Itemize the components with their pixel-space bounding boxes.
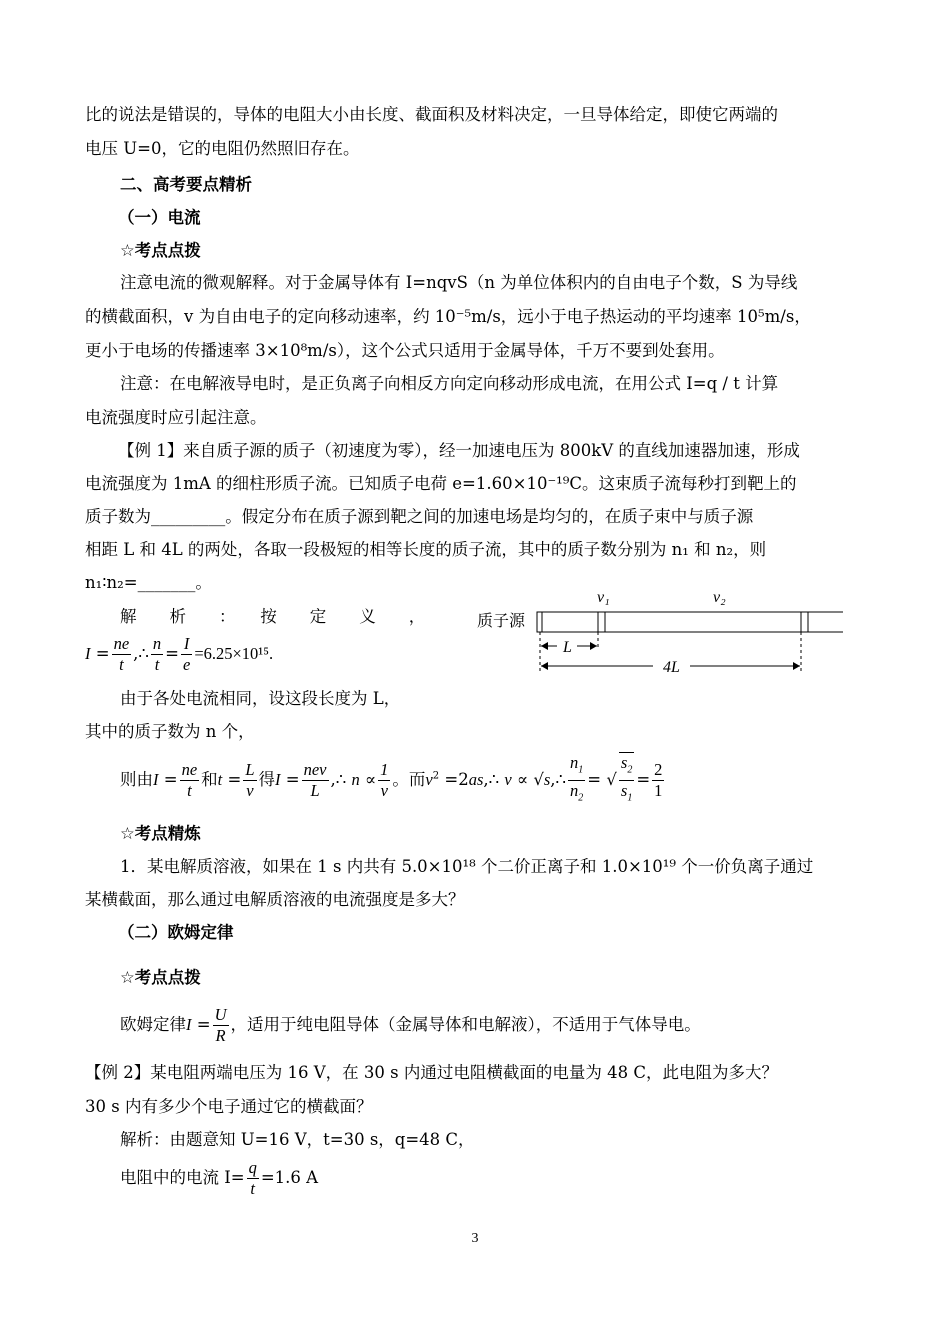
fraction: $\frac{2}{1}$ (654, 759, 663, 800)
figure-label-source: 质子源 (477, 613, 526, 630)
solution-label: 解 析 ： 按 定 义 ， (120, 607, 426, 626)
paragraph-line: 注意电流的微观解释。对于金属导体有 I=nqvS（n 为单位体积内的自由电子个数，S 为导线 (120, 273, 798, 292)
formula-result: =6.25×10¹⁵. (194, 644, 274, 663)
fraction: $\frac{U}{R}$ (214, 1005, 227, 1045)
figure-label-v2: v₂ (713, 589, 726, 606)
subsection-heading: （一）电流 (118, 208, 201, 227)
formula-text: 得 (258, 769, 276, 789)
formula-text: 。而 (392, 769, 426, 789)
fraction: $\frac{s_2}{s_1}$ (620, 753, 633, 804)
formula-derivation: 则由I = $\frac{ne}{t}$ 和t = $\frac{L}{v}$ 得I = $\frac{\text{nev}}{L}$ ,∴ n ∝ $\frac{1}{v}$ 。而$v^2$ =2as,∴ v ∝ √s,∴ $\frac{n_1}{n_2}$ = √ $\frac{s_2}{s_1}$ = $\frac{2}{1}$ (120, 752, 666, 809)
tip-heading: ☆考点点拨 (120, 968, 201, 987)
fraction: $\frac{q}{t}$ (248, 1158, 257, 1198)
example-line: 质子数为_________。假定分布在质子源到靶之间的加速电场是均匀的，在质子束中与质子源 (85, 507, 754, 526)
solution-current-line (120, 1156, 318, 1200)
example-line: 30 s 内有多少个电子通过它的横截面？ (85, 1097, 373, 1116)
paragraph-line: 更小于电场的传播速率 3×10⁸m/s），这个公式只适用于金属导体，千万不要到处套用。 (85, 341, 725, 360)
formula-text: 电阻中的电流 I= (120, 1168, 245, 1187)
fraction: $\frac{n}{t}$ (152, 634, 162, 674)
paragraph-line: 电流强度时应引起注意。 (85, 408, 267, 427)
figure-label-v1: v₁ (597, 589, 610, 606)
question-line: 某横截面，那么通过电解质溶液的电流强度是多大？ (85, 890, 465, 909)
fraction: $\frac{L}{v}$ (245, 759, 255, 800)
example-line: 【例 1】来自质子源的质子（初速度为零），经一加速电压为 800kV 的直线加速器加速，形成 (118, 441, 800, 460)
fraction: $\frac{n_1}{n_2}$ (570, 752, 584, 804)
paragraph-line: 电压 U=0，它的电阻仍然照旧存在。 (85, 139, 360, 158)
figure-label-4L: 4L (663, 659, 680, 675)
tip-heading: ☆考点点拨 (120, 241, 201, 260)
paragraph-line: 的横截面积，v 为自由电子的定向移动速率，约 10⁻⁵m/s，远小于电子热运动的平均速率 10⁵m/s， (85, 307, 811, 326)
example-line: 电流强度为 1mA 的细柱形质子流。已知质子电荷 e=1.60×10⁻¹⁹C。这束质子流每秒打到靶上的 (85, 474, 797, 493)
ohm-law-line: 欧姆定律I = $\frac{U}{R}$ ，适用于纯电阻导体（金属导体和电解液），不适用于气体导电。 (120, 1005, 701, 1045)
formula-text: 和 (201, 769, 218, 789)
example-line: n₁∶n₂=_______。 (85, 573, 212, 592)
section-heading: 二、高考要点精析 (120, 175, 252, 194)
paragraph-line: 由于各处电流相同，设这段长度为 L， (120, 689, 401, 708)
fraction: $\frac{ne}{t}$ (113, 634, 130, 674)
formula-text: 欧姆定律 (120, 1015, 186, 1034)
proton-beam-figure (475, 580, 850, 675)
fraction: $\frac{\text{nev}}{L}$ (303, 759, 327, 800)
formula-text: 则由 (120, 769, 153, 789)
question-line: 1．某电解质溶液，如果在 1 s 内共有 5.0×10¹⁸ 个二价正离子和 1.0×10¹⁹ 个一价负离子通过 (120, 857, 814, 876)
solution-line: 解析：由题意知 U=16 V，t=30 s，q=48 C， (120, 1130, 475, 1149)
example-line: 【例 2】某电阻两端电压为 16 V，在 30 s 内通过电阻横截面的电量为 48 C，此电阻为多大？ (85, 1063, 778, 1082)
fraction: $\frac{1}{v}$ (380, 759, 389, 800)
fraction: $\frac{I}{e}$ (182, 634, 191, 674)
paragraph-line: 其中的质子数为 n 个， (85, 722, 255, 741)
fraction: $\frac{ne}{t}$ (181, 759, 198, 800)
page-number: 3 (471, 1231, 479, 1246)
formula-definition: I = $\frac{ne}{t}$ ,∴ $\frac{n}{t}$ = $\frac{I}{e}$ =6.25×10¹⁵. (85, 634, 274, 674)
formula-text: ，适用于纯电阻导体（金属导体和电解液），不适用于气体导电。 (230, 1015, 701, 1034)
formula-text: =1.6 A (260, 1168, 319, 1187)
paragraph-line: 比的说法是错误的，导体的电阻大小由长度、截面积及材料决定，一旦导体给定，即使它两端的 (85, 105, 778, 124)
subsection-heading: （二）欧姆定律 (118, 923, 234, 942)
figure-label-L: L (563, 639, 572, 656)
paragraph-line: 注意：在电解液导电时，是正负离子向相反方向定向移动形成电流，在用公式 I=q / t 计算 (120, 374, 779, 393)
example-line: 相距 L 和 4L 的两处，各取一段极短的相等长度的质子流，其中的质子数分别为 n₁ 和 n₂，则 (85, 540, 767, 559)
tip-heading: ☆考点精炼 (120, 824, 201, 843)
